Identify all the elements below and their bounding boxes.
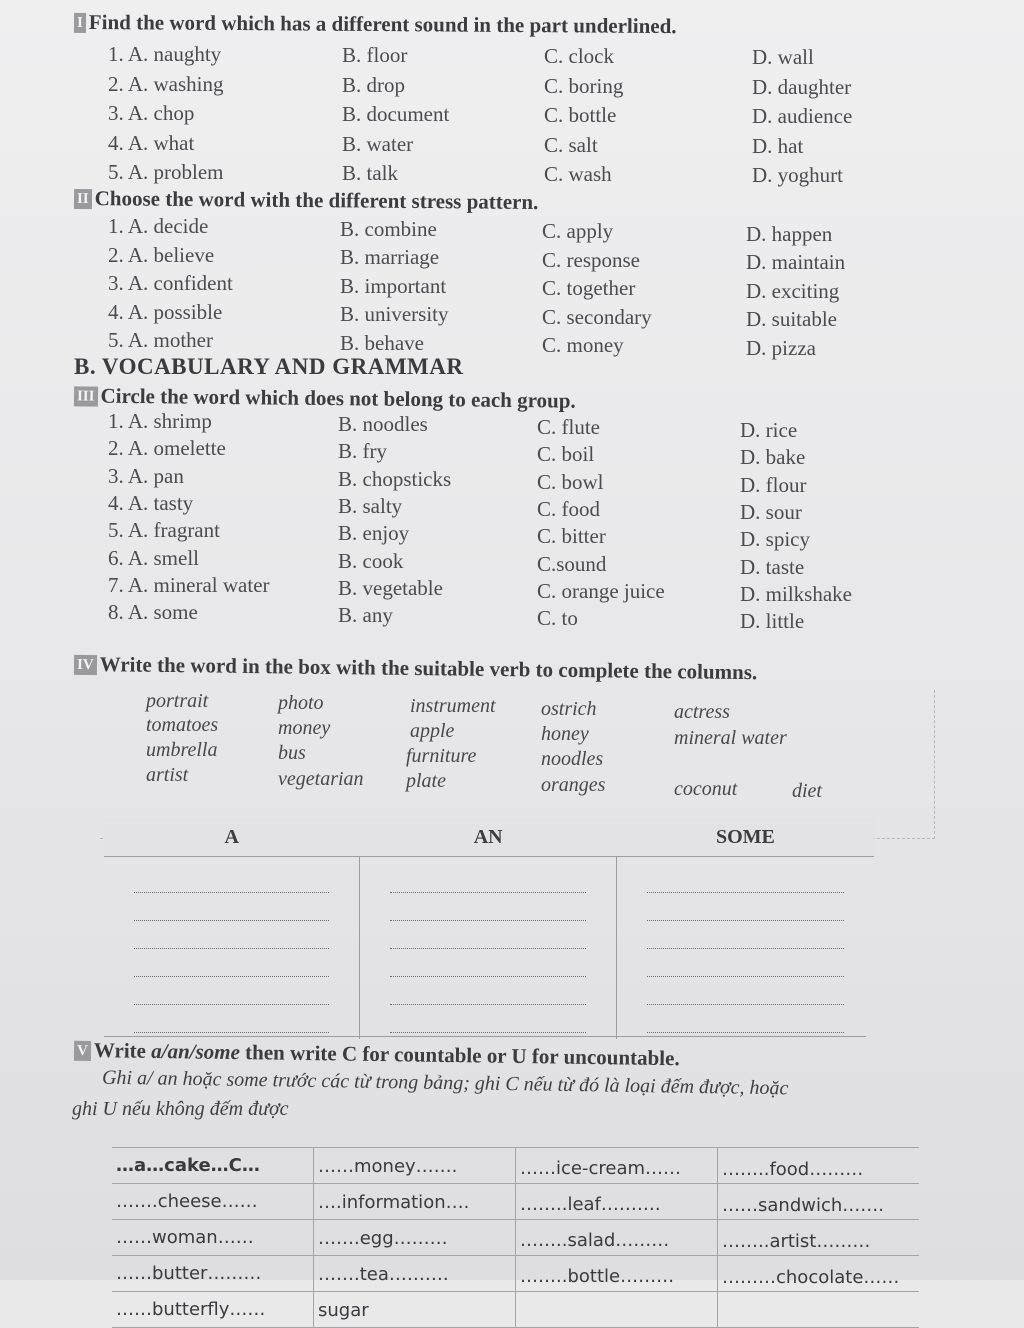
article-table-row [112, 1220, 919, 1256]
word-box-item: furniture [406, 745, 477, 767]
word-box-item: photo [278, 692, 324, 714]
answer-option[interactable]: C. salt [544, 132, 598, 157]
article-table-cell[interactable]: ……..leaf………. [516, 1184, 718, 1220]
question-row [0, 490, 1024, 524]
article-table-cell[interactable]: ……money……. [314, 1148, 516, 1184]
blank-line[interactable] [647, 977, 844, 1005]
answer-option[interactable]: D. daughter [752, 74, 852, 99]
answer-option[interactable]: D. little [740, 609, 805, 634]
section-3-number: III [74, 386, 98, 406]
article-table-cell[interactable]: ……..salad……… [516, 1220, 718, 1256]
answer-option[interactable]: 5. A. fragrant [108, 518, 220, 543]
article-table-cell[interactable]: ………chocolate…… [718, 1256, 920, 1292]
blank-line[interactable] [647, 921, 844, 949]
question-row [0, 572, 1024, 606]
answer-option[interactable]: B. drop [342, 72, 405, 97]
section-5-instruction-line-2: ghi U nếu không đếm được [72, 1098, 289, 1120]
column-a-blanks [104, 857, 359, 1040]
section-5-title-end: then write C for countable or U for uncountable. [239, 1040, 680, 1071]
answer-option[interactable]: B. important [340, 273, 447, 298]
word-box-item: portrait [146, 690, 209, 712]
answer-option[interactable]: D. suitable [746, 307, 837, 331]
question-row [0, 160, 1024, 186]
answer-option[interactable]: C. apply [542, 219, 614, 243]
article-table-row [112, 1256, 919, 1292]
article-table-row [112, 1292, 919, 1328]
blank-line[interactable] [134, 949, 329, 977]
section-5-title-italic: a/an/some [151, 1038, 241, 1065]
blank-line[interactable] [390, 1005, 587, 1033]
blank-line[interactable] [390, 865, 587, 893]
blank-line[interactable] [390, 893, 587, 921]
answer-option[interactable]: D. maintain [746, 250, 846, 274]
answer-option[interactable]: C. boring [544, 73, 624, 98]
word-box-item: diet [792, 780, 822, 802]
question-row [0, 463, 1024, 497]
column-some-blanks [617, 857, 874, 1040]
question-row [0, 600, 1024, 634]
article-table-cell[interactable]: ……ice-cream…… [516, 1148, 718, 1184]
answer-option[interactable]: B. enjoy [338, 521, 410, 546]
blank-line[interactable] [647, 1005, 844, 1033]
word-box-item: oranges [541, 774, 606, 796]
section-2-heading [74, 186, 539, 215]
answer-option[interactable]: D. yoghurt [752, 163, 843, 187]
answer-option[interactable]: 3. A. confident [108, 271, 233, 295]
word-box-item: actress [674, 701, 730, 723]
answer-option[interactable]: B. behave [340, 330, 424, 355]
answer-option[interactable]: B. vegetable [338, 575, 443, 600]
answer-option[interactable]: B. cook [338, 548, 404, 573]
section-4-title: Write the word in the box with the suitable verb to complete the columns. [99, 652, 758, 685]
column-header-a: A [104, 818, 359, 857]
word-box-item: noodles [541, 748, 604, 770]
answer-option[interactable]: 1. A. decide [108, 214, 209, 238]
answer-option[interactable]: C. secondary [542, 304, 652, 329]
question-row [0, 518, 1024, 552]
section-4-heading [74, 652, 757, 685]
blank-line[interactable] [134, 865, 329, 893]
section-b-title: B. VOCABULARY AND GRAMMAR [74, 354, 464, 379]
answer-option[interactable]: 2. A. omelette [108, 436, 226, 461]
answer-option[interactable]: C. boil [537, 442, 595, 467]
article-table-cell[interactable]: ….information…. [314, 1184, 516, 1220]
answer-option[interactable]: B. combine [340, 216, 437, 241]
article-table-cell[interactable]: ……..bottle……… [516, 1256, 718, 1292]
answer-option[interactable]: C. response [542, 247, 640, 272]
question-row [0, 409, 1024, 442]
answer-option[interactable]: D. wall [752, 45, 814, 69]
article-table-row [112, 1184, 919, 1220]
article-table-cell[interactable]: ……butterfly…… [112, 1292, 314, 1328]
article-table-cell[interactable]: ……woman…… [112, 1220, 314, 1256]
answer-option[interactable]: 1. A. shrimp [108, 409, 212, 433]
question-row [0, 242, 1024, 274]
answer-option[interactable]: C. food [537, 496, 600, 521]
answer-option[interactable]: D. audience [752, 104, 853, 128]
blank-line[interactable] [390, 949, 587, 977]
answer-option[interactable]: D. rice [740, 418, 798, 442]
answer-option[interactable]: 5. A. mother [108, 328, 213, 352]
word-box-item: vegetarian [278, 768, 364, 790]
answer-option[interactable]: D. hat [752, 133, 804, 158]
section-2-number: II [74, 189, 92, 209]
table-bottom-border [104, 1036, 866, 1037]
answer-option[interactable]: C. money [542, 333, 624, 357]
column-header-an: AN [359, 818, 617, 857]
section-5-instruction-line-1: Ghi a/ an hoặc some trước các từ trong bảng; ghi C nếu từ đó là loại đếm được, hoặc [101, 1066, 789, 1100]
word-box-item: plate [406, 770, 446, 792]
section-5-heading [74, 1038, 680, 1071]
question-row [0, 101, 1024, 127]
answer-option[interactable]: D. bake [740, 445, 806, 470]
section-5-title-start: Write [93, 1038, 152, 1063]
answer-option[interactable]: B. university [340, 302, 449, 326]
question-row [0, 328, 1024, 360]
article-table-cell[interactable]: …a…cake…C… [112, 1148, 314, 1184]
article-table-cell[interactable]: …….egg……… [314, 1220, 516, 1256]
word-box-item: honey [541, 723, 589, 745]
answer-option[interactable]: B. water [342, 131, 414, 156]
answer-option[interactable]: 4. A. what [108, 130, 195, 155]
answer-option[interactable]: 6. A. smell [108, 545, 200, 570]
word-box-item: mineral water [674, 727, 787, 749]
answer-option[interactable]: D. spicy [740, 527, 810, 552]
answer-option[interactable]: C. clock [544, 44, 614, 68]
answer-option[interactable]: D. flour [740, 472, 807, 497]
section-1-heading [74, 10, 677, 39]
section-1-title: Find the word which has a different sound in the part underlined. [88, 10, 677, 39]
question-row [0, 545, 1024, 579]
question-row [0, 299, 1024, 331]
article-table-cell[interactable]: ……..food……… [718, 1148, 920, 1184]
answer-option[interactable]: 7. A. mineral water [108, 572, 270, 597]
answer-option[interactable]: D. happen [746, 221, 833, 246]
answer-option[interactable]: 5. A. problem [108, 160, 224, 184]
answer-option[interactable]: B. chopsticks [338, 466, 452, 491]
question-row [0, 271, 1024, 303]
answer-option[interactable]: C. flute [537, 415, 600, 439]
answer-option[interactable]: 3. A. pan [108, 463, 184, 488]
answer-option[interactable]: D. pizza [746, 335, 816, 360]
word-box-item: money [278, 717, 331, 739]
article-table [112, 1147, 919, 1328]
answer-option[interactable]: 1. A. naughty [108, 42, 222, 66]
article-table-cell[interactable] [516, 1292, 718, 1328]
word-box-item: tomatoes [146, 714, 219, 736]
article-table-cell[interactable]: sugar [314, 1292, 516, 1328]
column-header-some: SOME [617, 818, 874, 857]
blank-line[interactable] [134, 921, 329, 949]
answer-option[interactable]: 4. A. tasty [108, 490, 194, 515]
answer-option[interactable]: C. bowl [537, 469, 604, 494]
question-row [0, 72, 1024, 98]
answer-option[interactable]: C. bitter [537, 524, 606, 549]
article-table-row [112, 1148, 919, 1184]
word-box-item: bus [278, 742, 306, 764]
answer-option[interactable]: 2. A. washing [108, 71, 224, 96]
answer-option[interactable]: B. noodles [338, 412, 428, 436]
column-an-blanks [359, 857, 617, 1040]
article-table-cell[interactable]: ……sandwich……. [718, 1184, 920, 1220]
answer-option[interactable]: C. together [542, 276, 636, 300]
word-box [100, 690, 935, 839]
section-4-number: IV [74, 655, 97, 675]
answer-option[interactable]: D. taste [740, 554, 805, 579]
article-table-cell[interactable]: ……butter……… [112, 1256, 314, 1292]
blank-line[interactable] [134, 893, 329, 921]
answer-option[interactable]: B. fry [338, 439, 387, 464]
article-table-cell[interactable]: …….tea………. [314, 1256, 516, 1292]
answer-option[interactable]: B. marriage [340, 245, 440, 269]
answer-option[interactable]: C.sound [537, 551, 607, 576]
word-box-item: artist [146, 764, 189, 786]
answer-option[interactable]: B. document [342, 102, 450, 126]
answer-option[interactable]: 8. A. some [108, 600, 198, 625]
answer-option[interactable]: B. salty [338, 493, 403, 518]
word-box-item: instrument [410, 695, 496, 717]
answer-option[interactable]: D. milkshake [740, 581, 852, 606]
section-3-title: Circle the word which does not belong to each group. [100, 383, 576, 413]
word-box-item: coconut [674, 778, 738, 800]
blank-line[interactable] [647, 949, 844, 977]
columns-table [104, 818, 874, 1039]
question-row [0, 214, 1024, 246]
question-row [0, 42, 1024, 68]
section-5-number: V [74, 1041, 91, 1061]
blank-line[interactable] [647, 865, 844, 893]
answer-option[interactable]: B. floor [342, 43, 408, 67]
article-table-cell[interactable] [718, 1292, 920, 1328]
article-table-cell[interactable]: ……..artist……… [718, 1220, 920, 1256]
section-1-number: I [74, 13, 86, 33]
answer-option[interactable]: 3. A. chop [108, 101, 195, 125]
blank-line[interactable] [647, 893, 844, 921]
answer-option[interactable]: D. sour [740, 499, 802, 524]
word-box-item: apple [410, 720, 455, 742]
question-row [0, 436, 1024, 470]
answer-option[interactable]: 4. A. possible [108, 299, 223, 324]
blank-line[interactable] [134, 977, 329, 1005]
word-box-item: ostrich [541, 698, 597, 720]
answer-option[interactable]: D. exciting [746, 278, 840, 303]
word-box-item: umbrella [146, 739, 218, 761]
answer-option[interactable]: C. wash [544, 162, 612, 186]
answer-option[interactable]: 2. A. believe [108, 242, 215, 267]
blank-line[interactable] [134, 1005, 329, 1033]
section-2-title: Choose the word with the different stress pattern. [94, 186, 539, 215]
answer-option[interactable]: C. to [537, 606, 578, 631]
article-table-cell[interactable]: …….cheese…… [112, 1184, 314, 1220]
answer-option[interactable]: B. any [338, 603, 393, 628]
answer-option[interactable]: C. orange juice [537, 578, 665, 603]
blank-line[interactable] [390, 977, 587, 1005]
blank-line[interactable] [390, 921, 587, 949]
answer-option[interactable]: B. talk [342, 161, 398, 185]
answer-option[interactable]: C. bottle [544, 103, 617, 127]
question-row [0, 131, 1024, 157]
